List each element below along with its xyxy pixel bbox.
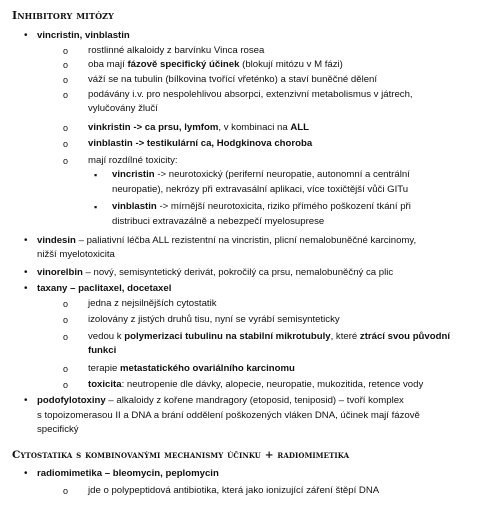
list-item-vindesin: vindesin – paliativní léčba ALL rezistentní na vincristin, plicní nemalobuněčné karcinomy,: [37, 235, 417, 246]
sub-item: jedna z nejsilnějších cytostatik: [88, 298, 217, 309]
circle-bullet-icon: o: [63, 75, 69, 85]
circle-bullet-icon: o: [63, 380, 69, 390]
square-bullet-icon: ▪: [94, 202, 98, 212]
sub-item: vinkristin -> ca prsu, lymfom, v kombinaci na ALL: [88, 122, 310, 133]
circle-bullet-icon: o: [63, 156, 69, 166]
square-bullet-icon: ▪: [94, 170, 98, 180]
sub-item: izolovány z jistých druhů tisu, nyní se vyrábí semisynteticky: [88, 314, 340, 325]
list-item-continuation: nižší myelotoxicita: [37, 249, 115, 260]
circle-bullet-icon: o: [63, 486, 69, 496]
sub-item: jde o polypeptidová antibiotika, která jako ionizující záření štěpí DNA: [88, 485, 380, 496]
bullet-icon: •: [24, 468, 28, 479]
list-item-continuation: specifický: [37, 424, 79, 435]
circle-bullet-icon: o: [63, 123, 69, 133]
sub-sub-item: vincristin -> neurotoxický (periferní neuropatie, autonomní a centrální: [112, 169, 410, 180]
section-heading-combined: Cytostatika s kombinovanými mechanismy účinku + radiomimetika: [12, 449, 350, 461]
sub-item: mají rozdílné toxicity:: [88, 155, 178, 166]
sub-sub-item-continuation: distribuci extravazálně a nebezpečí myelosuprese: [112, 216, 325, 227]
bullet-icon: •: [24, 235, 28, 246]
list-item-vinorelbin: vinorelbin – nový, semisyntetický derivát, pokročilý ca prsu, nemalobuněčný ca plic: [37, 267, 394, 278]
sub-sub-item: vinblastin -> mírnější neurotoxicita, riziko přímého poškození tkání při: [112, 201, 411, 212]
circle-bullet-icon: o: [63, 299, 69, 309]
sub-item: terapie metastatického ovariálního karcinomu: [88, 363, 295, 374]
circle-bullet-icon: o: [63, 332, 69, 342]
bullet-icon: •: [24, 30, 28, 41]
circle-bullet-icon: o: [63, 90, 69, 100]
list-item-continuation: s topoizomerasou II a DNA a brání oddělení poškozených vláken DNA, účinek mají fázově: [37, 410, 420, 421]
sub-item-continuation: funkci: [88, 345, 117, 356]
section-heading-inhibitory: Inhibitory mitózy: [12, 9, 114, 22]
sub-item: váží se na tubulin (bílkovina tvořící vřeténko) a staví buněčné dělení: [88, 74, 378, 85]
sub-item-continuation: vylučovány žlučí: [88, 103, 158, 114]
sub-item: podávány i.v. pro nespolehlivou absorpci, extenzivní metabolismus v játrech,: [88, 89, 413, 100]
list-item-podofylotoxiny: podofylotoxiny – alkaloidy z kořene mandragory (etoposid, teniposid) – tvoří komplex: [37, 395, 404, 406]
bullet-icon: •: [24, 283, 28, 294]
sub-item: vinblastin -> testikulární ca, Hodgkinova choroba: [88, 138, 313, 149]
circle-bullet-icon: o: [63, 46, 69, 56]
list-item-vinca: vincristin, vinblastin: [37, 30, 130, 41]
list-item-radiomimetika: radiomimetika – bleomycin, peplomycin: [37, 468, 219, 479]
sub-item: oba mají fázově specifický účinek (blokují mitózu v M fázi): [88, 59, 343, 70]
sub-item: rostlinné alkaloidy z barvínku Vinca rosea: [88, 45, 265, 56]
list-item-taxany: taxany – paclitaxel, docetaxel: [37, 283, 172, 294]
sub-item: vedou k polymerizaci tubulinu na stabilní mikrotubuly, které ztrácí svou původní: [88, 331, 450, 342]
circle-bullet-icon: o: [63, 364, 69, 374]
sub-item: toxicita: neutropenie dle dávky, alopecie, neuropatie, mukozitida, retence vody: [88, 379, 424, 390]
sub-sub-item-continuation: neuropatie), nekrózy při extravasální aplikaci, více toxičtější vůči GITu: [112, 184, 409, 195]
circle-bullet-icon: o: [63, 60, 69, 70]
bullet-icon: •: [24, 267, 28, 278]
bullet-icon: •: [24, 395, 28, 406]
circle-bullet-icon: o: [63, 315, 69, 325]
circle-bullet-icon: o: [63, 139, 69, 149]
